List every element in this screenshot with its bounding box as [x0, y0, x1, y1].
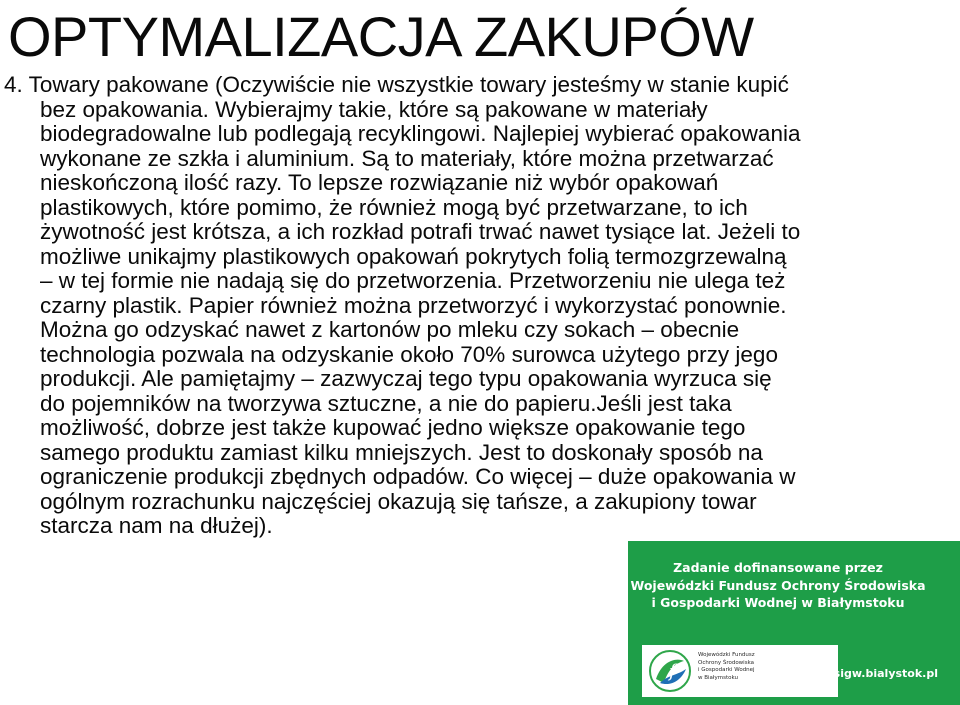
body-line: możliwość, dobrze jest także kupować jedno większe opakowanie tego: [40, 415, 746, 440]
body-line: Można go odzyskać nawet z kartonów po mleku czy sokach – obecnie: [40, 317, 740, 342]
body-line: czarny plastik. Papier również można przetworzyć i wykorzystać ponownie.: [40, 292, 787, 318]
fund-website-link[interactable]: www.wfosigw.bialystok.pl: [777, 667, 938, 680]
funding-line: i Gospodarki Wodnej w Białymstoku: [651, 595, 905, 610]
funding-line: Wojewódzki Fundusz Ochrony Środowiska: [630, 577, 926, 593]
fund-name-line: w Białymstoku: [698, 674, 738, 681]
funding-line: Zadanie dofinansowane przez: [673, 560, 883, 575]
body-paragraph: [0, 73, 960, 539]
body-line: technologia pozwala na odzyskanie około 70% surowca użytego przy jego: [40, 341, 778, 367]
body-line: starcza nam na dłużej).: [40, 513, 273, 538]
fund-name-line: i Gospodarki Wodnej: [698, 667, 755, 673]
body-line: do pojemników na tworzywa sztuczne, a nie do papieru.Jeśli jest taka: [40, 390, 732, 416]
body-line: produkcji. Ale pamiętajmy – zazwyczaj tego typu opakowania wyrzuca się: [40, 366, 772, 391]
funding-banner: [628, 541, 960, 705]
body-line: 4. Towary pakowane (Oczywiście nie wszystkie towary jesteśmy w stanie kupić: [4, 72, 789, 97]
fund-name-line: Wojewódzki Fundusz: [698, 652, 755, 658]
body-line: możliwe unikajmy plastikowych opakowań pokrytych folią termozgrzewalną: [40, 243, 787, 269]
body-line: żywotność jest krótsza, a ich rozkład potrafi trwać nawet tysiące lat. Jeżeli to: [40, 219, 801, 244]
body-line: wykonane ze szkła i aluminium. Są to materiały, które można przetwarzać: [40, 145, 774, 171]
funding-text: [628, 559, 928, 612]
wfosigw-logo-icon: [648, 649, 692, 693]
body-line: plastikowych, które pomimo, że również mogą być przetwarzane, to ich: [40, 194, 748, 220]
page-title: OPTYMALIZACJA ZAKUPÓW: [8, 5, 754, 68]
body-line: bez opakowania. Wybierajmy takie, które są pakowane w materiały: [40, 96, 708, 122]
fund-name-line: Ochrony Środowiska: [698, 659, 755, 666]
body-line: nieskończoną ilość razy. To lepsze rozwiązanie niż wybór opakowań: [40, 170, 719, 195]
svg-text:f: f: [669, 661, 676, 682]
body-line: – w tej formie nie nadają się do przetworzenia. Przetworzeniu nie ulega też: [40, 268, 786, 293]
body-line: ogólnym rozrachunku najczęściej okazują się tańsze, a zakupiony towar: [40, 488, 757, 514]
body-line: samego produktu zamiast kilku mniejszych. Jest to doskonały sposób na: [40, 439, 763, 465]
body-line: biodegradowalne lub podlegają recyklingowi. Najlepiej wybierać opakowania: [40, 121, 801, 146]
body-line: ograniczenie produkcji zbędnych odpadów. Co więcej – duże opakowania w: [40, 464, 796, 489]
